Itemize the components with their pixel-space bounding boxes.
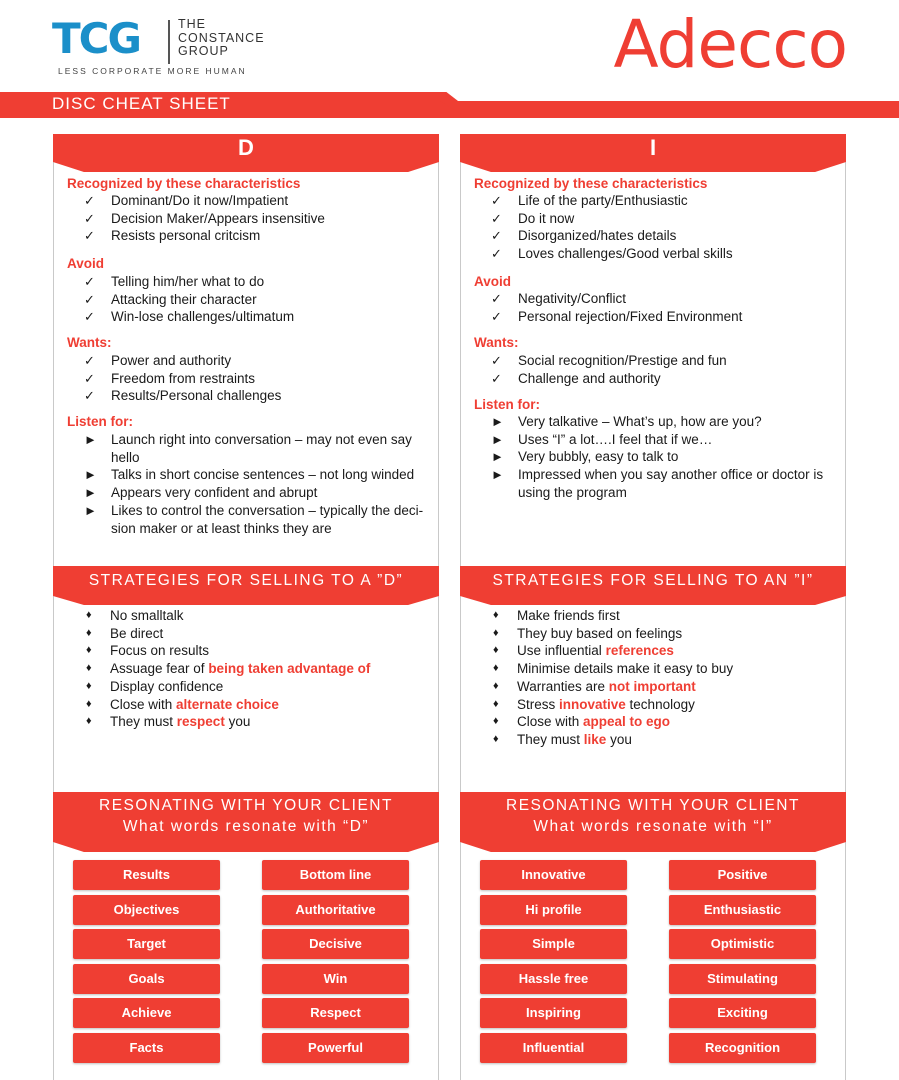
page-title: DISC CHEAT SHEET (52, 94, 231, 113)
wants-list (84, 352, 434, 405)
checkmark-icon: ✓ (84, 291, 95, 307)
checkmark-icon: ✓ (491, 193, 502, 208)
word-tag-hassle-free: Hassle free (480, 964, 627, 994)
strategy-text: Warranties are (517, 678, 609, 694)
word-tag-simple: Simple (480, 929, 627, 959)
list-item-text: Attacking their character (111, 291, 257, 307)
strategy-highlight: references (605, 643, 674, 659)
resonating-pointer (460, 842, 846, 852)
list-item-text: Telling him/her what to do (111, 274, 265, 289)
tcg-logo-name: THE CONSTANCE GROUP (178, 17, 265, 58)
tcg-logo-mark: TCG (52, 14, 140, 63)
arrow-icon: ► (491, 449, 504, 465)
diamond-icon: ♦ (86, 626, 92, 639)
strategy-item (86, 642, 426, 660)
resonating-subtitle: What words resonate with “I” (533, 818, 773, 835)
wants-list (491, 352, 841, 387)
list-item (84, 466, 434, 484)
list-item (84, 370, 434, 388)
word-tag-achieve: Achieve (73, 998, 220, 1028)
list-item-text: Resists personal critcism (111, 228, 261, 244)
resonating-header (53, 792, 439, 842)
word-tag-exciting: Exciting (669, 998, 816, 1028)
arrow-icon: ► (84, 502, 97, 518)
arrow-icon: ► (84, 432, 97, 447)
word-tag-results: Results (73, 860, 220, 890)
arrow-icon: ► (84, 485, 97, 501)
word-tag-optimistic: Optimistic (669, 929, 816, 959)
strategies-pointer (460, 596, 846, 605)
list-item-text: Power and authority (111, 353, 232, 368)
listen-for-list (491, 413, 841, 502)
list-item (491, 210, 841, 228)
strategy-item (86, 696, 426, 714)
word-tag-innovative: Innovative (480, 860, 627, 890)
tcg-logo (52, 14, 282, 78)
word-tag-respect: Respect (262, 998, 409, 1028)
word-tag-recognition: Recognition (669, 1033, 816, 1063)
listen-for-list (84, 431, 434, 537)
adecco-logo: Adecco (613, 6, 847, 83)
listen-for-title: Listen for: (474, 397, 540, 412)
list-item (84, 502, 434, 537)
list-item (491, 448, 841, 466)
word-tag-win: Win (262, 964, 409, 994)
column-letter-header-d: D (53, 134, 439, 162)
strategy-text-end: you (606, 731, 632, 747)
listen-for-title: Listen for: (67, 414, 133, 429)
strategy-item (493, 696, 833, 714)
checkmark-icon: ✓ (84, 210, 95, 226)
word-tag-inspiring: Inspiring (480, 998, 627, 1028)
list-item (491, 431, 841, 449)
diamond-icon: ♦ (493, 662, 499, 675)
avoid-title: Avoid (474, 274, 511, 289)
strategy-item (493, 660, 833, 678)
column-i (460, 134, 846, 1080)
strategy-text: Display confidence (110, 678, 224, 694)
strategy-text: Stress (517, 696, 560, 712)
diamond-icon: ♦ (493, 732, 499, 745)
avoid-title: Avoid (67, 256, 104, 271)
arrow-icon: ► (491, 414, 504, 429)
strategy-item (86, 625, 426, 643)
list-item (84, 192, 434, 210)
diamond-icon: ♦ (86, 679, 92, 692)
list-item-text: Personal rejection/Fixed Environment (518, 308, 743, 324)
list-item-text: Decision Maker/Appears insensitive (111, 210, 325, 226)
list-item (491, 413, 841, 431)
checkmark-icon: ✓ (491, 370, 502, 386)
strategy-highlight: being taken advantage of (208, 661, 371, 677)
checkmark-icon: ✓ (84, 193, 95, 208)
strategy-item (493, 642, 833, 660)
checkmark-icon: ✓ (491, 353, 502, 368)
diamond-icon: ♦ (86, 697, 92, 710)
word-tag-objectives: Objectives (73, 895, 220, 925)
strategies-title: STRATEGIES FOR SELLING TO A ”D” (88, 572, 404, 589)
word-tag-authoritative: Authoritative (262, 895, 409, 925)
strategy-highlight: alternate choice (176, 696, 279, 712)
list-item-text: Launch right into conversation – may not even say (111, 432, 412, 447)
strategy-item (86, 678, 426, 696)
checkmark-icon: ✓ (491, 228, 502, 244)
characteristics-list (84, 192, 434, 245)
word-tag-hi-profile: Hi profile (480, 895, 627, 925)
arrow-icon: ► (84, 467, 97, 483)
checkmark-icon: ✓ (491, 291, 502, 306)
strategy-item (493, 678, 833, 696)
list-item (491, 308, 841, 326)
strategy-text: They buy based on feelings (517, 625, 683, 641)
strategy-text: Close with (517, 714, 584, 730)
checkmark-icon: ✓ (491, 210, 502, 226)
list-item-text: Win-lose challenges/ultimatum (111, 309, 295, 325)
list-item (491, 227, 841, 245)
wants-title: Wants: (67, 335, 112, 350)
list-item-text: Challenge and authority (518, 370, 661, 386)
diamond-icon: ♦ (86, 609, 92, 621)
wants-title: Wants: (474, 335, 519, 350)
avoid-list (84, 273, 434, 326)
strategy-highlight: respect (176, 714, 225, 730)
checkmark-icon: ✓ (84, 388, 95, 404)
strategy-highlight: innovative (559, 696, 626, 712)
list-item (491, 352, 841, 370)
strategy-item (86, 660, 426, 678)
list-item (84, 484, 434, 502)
diamond-icon: ♦ (86, 715, 92, 728)
list-item-text-continued: sion maker or at least thinks they are (111, 520, 332, 536)
diamond-icon: ♦ (86, 662, 92, 675)
list-item-text: Negativity/Conflict (518, 291, 627, 306)
list-item-text: Very talkative – What’s up, how are you? (518, 414, 762, 429)
list-item-text: Impressed when you say another office or doctor is (518, 467, 824, 483)
word-tag-powerful: Powerful (262, 1033, 409, 1063)
list-item-text: Social recognition/Prestige and fun (518, 353, 727, 368)
strategy-text: Focus on results (110, 643, 210, 659)
strategy-item (493, 731, 833, 749)
checkmark-icon: ✓ (84, 370, 95, 386)
list-item-text-continued: using the program (518, 484, 627, 500)
strategy-item (493, 625, 833, 643)
strategy-text: Be direct (110, 625, 164, 641)
checkmark-icon: ✓ (491, 246, 502, 262)
list-item-text: Loves challenges/Good verbal skills (518, 246, 733, 262)
strategy-text-end: technology (625, 696, 695, 712)
list-item-text: Likes to control the conversation – typically the deci- (111, 502, 424, 518)
avoid-list (491, 290, 841, 325)
list-item (84, 273, 434, 291)
header-pointer (460, 162, 846, 172)
word-tag-decisive: Decisive (262, 929, 409, 959)
characteristics-title: Recognized by these characteristics (67, 176, 301, 191)
list-item-text: Disorganized/hates details (518, 228, 677, 244)
strategy-text: Make friends first (517, 608, 620, 623)
diamond-icon: ♦ (493, 679, 499, 692)
resonating-title: RESONATING WITH YOUR CLIENT (506, 797, 800, 814)
strategies-title: STRATEGIES FOR SELLING TO AN ”I” (492, 572, 814, 589)
checkmark-icon: ✓ (84, 228, 95, 244)
checkmark-icon: ✓ (84, 274, 95, 289)
list-item (84, 431, 434, 466)
list-item (491, 466, 841, 501)
list-item (491, 370, 841, 388)
strategies-list (493, 607, 833, 749)
strategy-item (493, 713, 833, 731)
diamond-icon: ♦ (493, 644, 499, 657)
list-item-text: Talks in short concise sentences – not long winded (111, 467, 415, 483)
strategy-highlight: not important (608, 678, 696, 694)
list-item-text: Do it now (518, 210, 575, 226)
list-item (491, 245, 841, 263)
list-item (84, 291, 434, 309)
checkmark-icon: ✓ (84, 353, 95, 368)
word-tag-bottom-line: Bottom line (262, 860, 409, 890)
checkmark-icon: ✓ (491, 308, 502, 324)
strategy-item (86, 713, 426, 731)
strategy-text: Minimise details make it easy to buy (517, 661, 734, 677)
word-tag-goals: Goals (73, 964, 220, 994)
strategy-item (86, 607, 426, 625)
tcg-tagline: LESS CORPORATE MORE HUMAN (58, 66, 247, 76)
list-item (84, 387, 434, 405)
arrow-icon: ► (491, 431, 504, 447)
list-item-text: Uses “I” a lot….I feel that if we… (518, 431, 713, 447)
strategy-text: No smalltalk (110, 608, 184, 623)
resonating-pointer (53, 842, 439, 852)
list-item-text: Life of the party/Enthusiastic (518, 193, 688, 208)
strategies-list (86, 607, 426, 731)
list-item (84, 352, 434, 370)
list-item (84, 308, 434, 326)
list-item-text: Appears very confident and abrupt (111, 485, 318, 501)
list-item-text: Freedom from restraints (111, 370, 256, 386)
list-item (84, 227, 434, 245)
characteristics-list (491, 192, 841, 263)
resonating-header (460, 792, 846, 842)
characteristics-title: Recognized by these characteristics (474, 176, 708, 191)
list-item (491, 192, 841, 210)
strategy-text: Assuage fear of (110, 661, 209, 677)
list-item (491, 290, 841, 308)
list-item (84, 210, 434, 228)
list-item-text-continued: hello (111, 449, 140, 465)
strategy-text: Close with (110, 696, 177, 712)
tcg-logo-divider (168, 20, 170, 64)
title-banner-stripe (440, 101, 899, 118)
list-item-text: Very bubbly, easy to talk to (518, 449, 679, 465)
word-tag-stimulating: Stimulating (669, 964, 816, 994)
diamond-icon: ♦ (493, 715, 499, 728)
strategies-pointer (53, 596, 439, 605)
diamond-icon: ♦ (493, 697, 499, 710)
diamond-icon: ♦ (86, 644, 92, 657)
column-letter-header-i: I (460, 134, 846, 162)
column-d (53, 134, 439, 1080)
list-item-text: Dominant/Do it now/Impatient (111, 193, 289, 208)
strategy-item (493, 607, 833, 625)
header-pointer (53, 162, 439, 172)
arrow-icon: ► (491, 467, 504, 483)
word-tag-positive: Positive (669, 860, 816, 890)
word-tag-facts: Facts (73, 1033, 220, 1063)
strategy-text: They must (110, 714, 177, 730)
word-tag-influential: Influential (480, 1033, 627, 1063)
resonating-title: RESONATING WITH YOUR CLIENT (99, 797, 393, 814)
resonating-subtitle: What words resonate with “D” (122, 818, 370, 835)
strategies-header (53, 566, 439, 596)
checkmark-icon: ✓ (84, 309, 95, 325)
strategy-text: Use influential (517, 643, 606, 659)
strategy-text-end: you (224, 714, 251, 730)
strategies-header (460, 566, 846, 596)
strategy-text: They must (517, 731, 584, 747)
diamond-icon: ♦ (493, 626, 499, 639)
strategy-highlight: appeal to ego (583, 714, 671, 730)
word-tag-target: Target (73, 929, 220, 959)
diamond-icon: ♦ (493, 609, 499, 621)
strategy-highlight: like (583, 731, 607, 747)
word-tag-enthusiastic: Enthusiastic (669, 895, 816, 925)
list-item-text: Results/Personal challenges (111, 388, 282, 404)
